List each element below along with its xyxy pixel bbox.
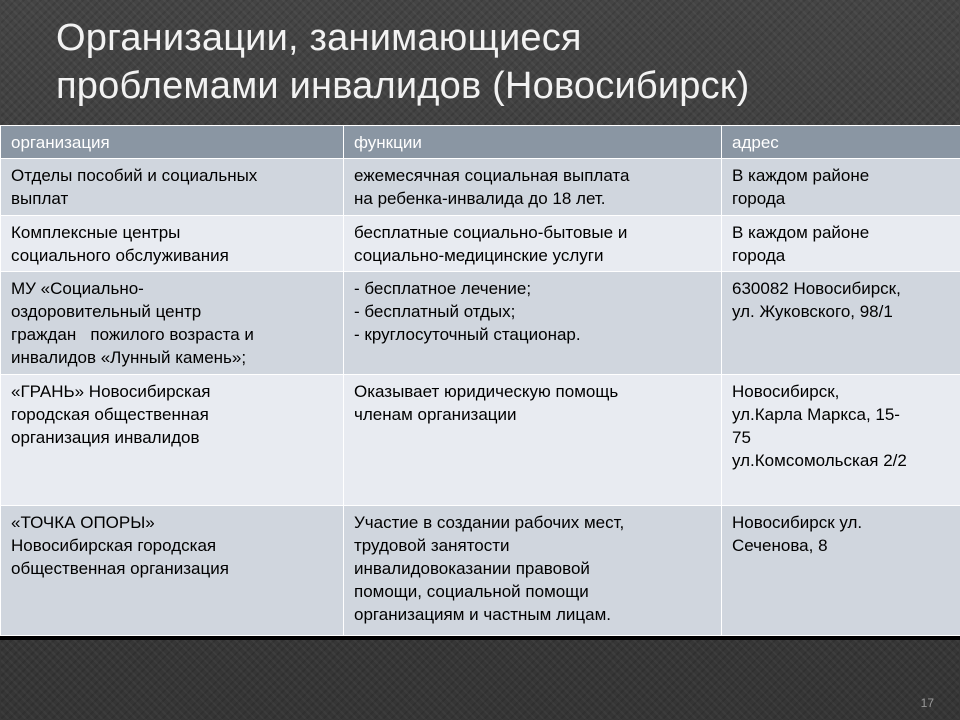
organization-cell bbox=[1, 159, 344, 216]
organization-cell bbox=[1, 272, 344, 375]
address-cell bbox=[722, 506, 960, 636]
cell-line: членам организации bbox=[354, 405, 517, 424]
table-row bbox=[1, 272, 960, 375]
cell-line: организация инвалидов bbox=[11, 428, 200, 447]
table-row bbox=[1, 506, 960, 636]
cell-line: городская общественная bbox=[11, 405, 209, 424]
cell-line: Комплексные центры bbox=[11, 223, 181, 242]
address-cell bbox=[722, 375, 960, 506]
address-cell bbox=[722, 216, 960, 272]
address-cell bbox=[722, 159, 960, 216]
cell-line: ул.Комсомольская 2/2 bbox=[732, 451, 907, 470]
cell-line: ул.Карла Маркса, 15- bbox=[732, 405, 900, 424]
cell-line: - бесплатное лечение; bbox=[354, 279, 532, 298]
slide-title bbox=[56, 14, 916, 110]
cell-line: трудовой занятости bbox=[354, 536, 510, 555]
cell-line: социально-медицинские услуги bbox=[354, 246, 604, 265]
header-functions: функции bbox=[344, 126, 722, 159]
functions-cell bbox=[344, 272, 722, 375]
cell-line: общественная организация bbox=[11, 559, 229, 578]
address-cell bbox=[722, 272, 960, 375]
cell-line: ул. Жуковского, 98/1 bbox=[732, 302, 893, 321]
cell-line: помощи, социальной помощи bbox=[354, 582, 589, 601]
functions-cell bbox=[344, 375, 722, 506]
slide-number: 17 bbox=[920, 696, 934, 710]
cell-line: 630082 Новосибирск, bbox=[732, 279, 901, 298]
table-row bbox=[1, 159, 960, 216]
cell-line: города bbox=[732, 189, 786, 208]
cell-line: «ТОЧКА ОПОРЫ» bbox=[11, 513, 155, 532]
cell-line: МУ «Социально- bbox=[11, 279, 144, 298]
cell-line: ежемесячная социальная выплата bbox=[354, 166, 630, 185]
cell-line: инвалидовоказании правовой bbox=[354, 559, 590, 578]
organizations-table-container bbox=[0, 125, 960, 640]
functions-cell bbox=[344, 506, 722, 636]
cell-line: оздоровительный центр bbox=[11, 302, 202, 321]
cell-line: - круглосуточный стационар. bbox=[354, 325, 581, 344]
cell-line: «ГРАНЬ» Новосибирская bbox=[11, 382, 211, 401]
organizations-table bbox=[0, 125, 960, 636]
cell-line: инвалидов «Лунный камень»; bbox=[11, 348, 247, 367]
functions-cell bbox=[344, 216, 722, 272]
cell-line: Отделы пособий и социальных bbox=[11, 166, 258, 185]
organization-cell bbox=[1, 216, 344, 272]
header-organization: организация bbox=[1, 126, 344, 159]
cell-line: города bbox=[732, 246, 786, 265]
cell-line: бесплатные социально-бытовые и bbox=[354, 223, 628, 242]
table-row bbox=[1, 375, 960, 506]
organization-cell bbox=[1, 506, 344, 636]
cell-line: граждан пожилого возраста и bbox=[11, 325, 254, 344]
cell-line: на ребенка-инвалида до 18 лет. bbox=[354, 189, 606, 208]
cell-line: Сеченова, 8 bbox=[732, 536, 828, 555]
slide-title-line: проблемами инвалидов (Новосибирск) bbox=[56, 65, 750, 107]
cell-line: Новосибирская городская bbox=[11, 536, 217, 555]
organization-cell bbox=[1, 375, 344, 506]
cell-line: Новосибирск, bbox=[732, 382, 840, 401]
slide-title-line: Организации, занимающиеся bbox=[56, 17, 582, 59]
header-address: адрес bbox=[722, 126, 960, 159]
functions-cell bbox=[344, 159, 722, 216]
cell-line: 75 bbox=[732, 428, 751, 447]
cell-line: Оказывает юридическую помощь bbox=[354, 382, 619, 401]
cell-line: Новосибирск ул. bbox=[732, 513, 863, 532]
cell-line: организациям и частным лицам. bbox=[354, 605, 612, 624]
table-row bbox=[1, 216, 960, 272]
table-header-row bbox=[1, 126, 960, 159]
cell-line: - бесплатный отдых; bbox=[354, 302, 516, 321]
cell-line: В каждом районе bbox=[732, 166, 870, 185]
cell-line: Участие в создании рабочих мест, bbox=[354, 513, 625, 532]
cell-line: выплат bbox=[11, 189, 69, 208]
cell-line: социального обслуживания bbox=[11, 246, 229, 265]
cell-line: В каждом районе bbox=[732, 223, 870, 242]
